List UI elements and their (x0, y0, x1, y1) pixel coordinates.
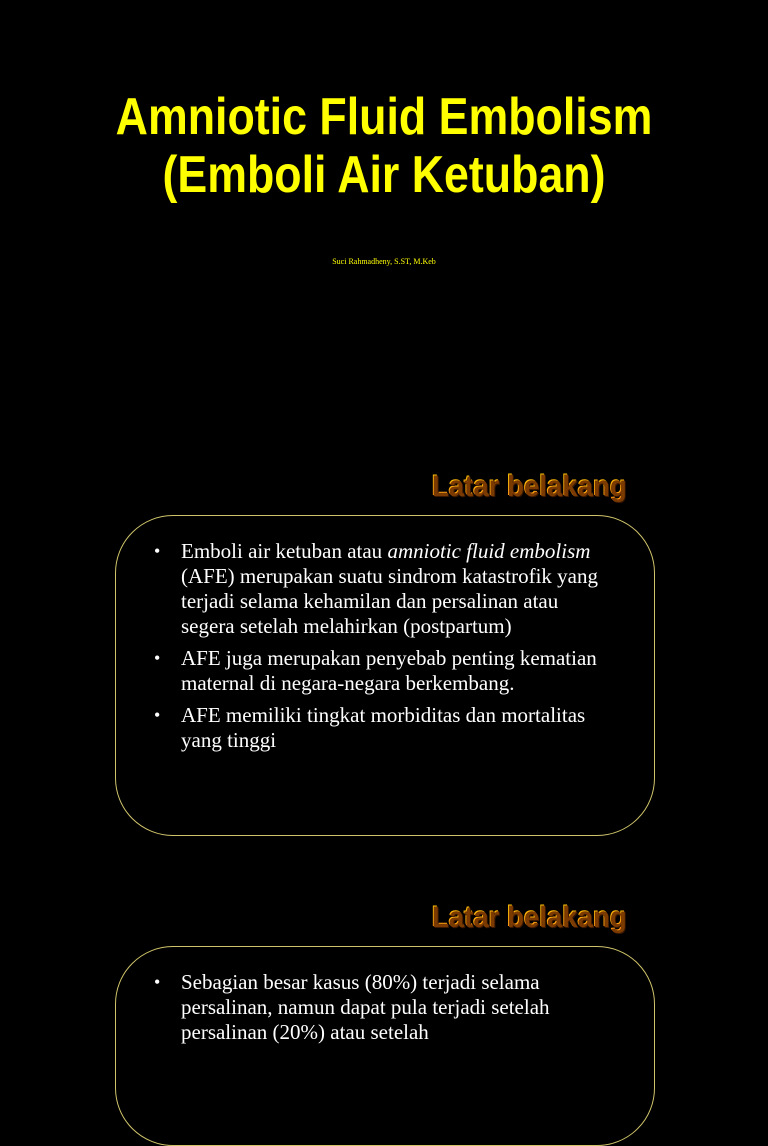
list-item (116, 539, 654, 639)
bullet-text: AFE juga merupakan penyebab penting kematian maternal di negara-negara berkembang. (181, 646, 597, 695)
bullet-list (116, 516, 654, 753)
slide-title (54, 88, 714, 204)
bullet-text-italic: amniotic fluid embolism (387, 539, 591, 563)
bullet-text: (AFE) merupakan suatu sindrom katastrofik yang terjadi selama kehamilan dan persalinan atau segera setelah melahirkan (postpartum) (181, 564, 598, 638)
bullet-text: AFE memiliki tingkat morbiditas dan mortalitas yang tinggi (181, 703, 586, 752)
list-item (116, 646, 654, 696)
section-heading: Latar belakang (431, 900, 626, 933)
content-box (115, 946, 655, 1146)
list-item (116, 703, 654, 753)
bullet-marker: • (154, 705, 161, 725)
bullet-marker: • (154, 541, 161, 561)
bullet-text: Emboli air ketuban atau (181, 539, 388, 563)
author-name: Suci Rahmadheny, S.ST, M.Keb (332, 257, 436, 266)
list-item (116, 970, 654, 1045)
section-heading: Latar belakang (431, 469, 626, 502)
bullet-list (116, 947, 654, 1045)
content-box (115, 515, 655, 836)
bullet-marker: • (154, 972, 161, 992)
title-line-1: Amniotic Fluid Embolism (115, 88, 653, 146)
title-line-2: (Emboli Air Ketuban) (162, 146, 606, 204)
bullet-marker: • (154, 648, 161, 668)
bullet-text: Sebagian besar kasus (80%) terjadi selama persalinan, namun dapat pula terjadi setelah persalinan (20%) atau setelah (181, 970, 550, 1044)
